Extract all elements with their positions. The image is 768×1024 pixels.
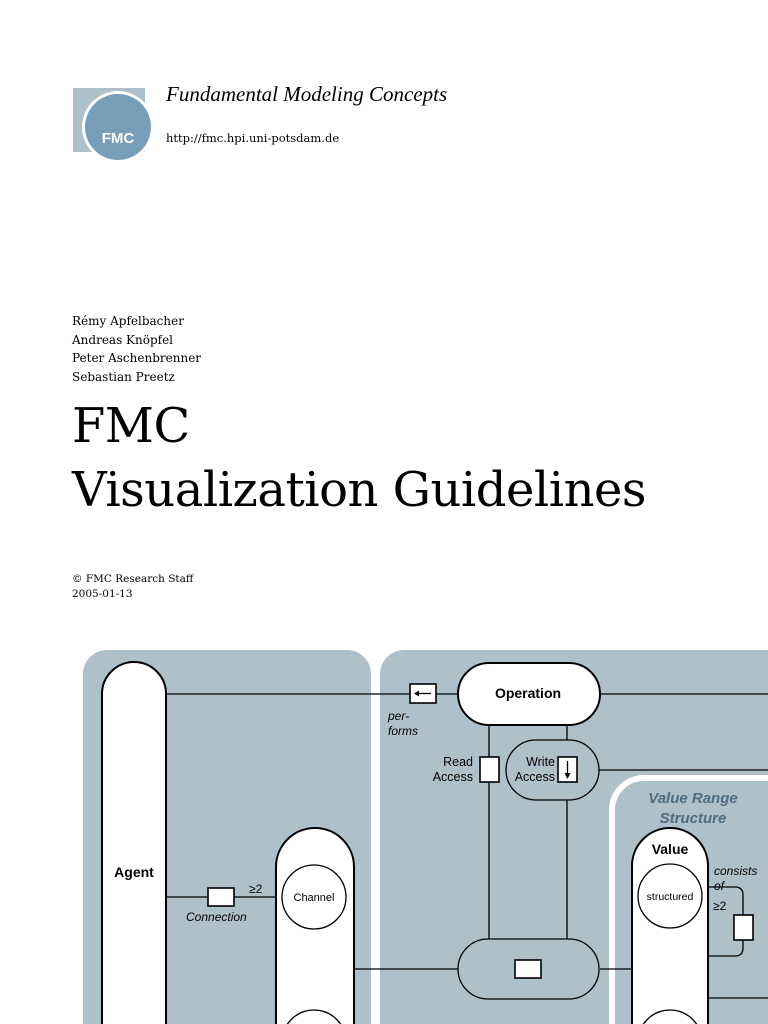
author-name: Peter Aschenbrenner [72, 351, 202, 365]
write-access-label: Access [514, 770, 555, 784]
consists-of-label: consists [714, 864, 758, 878]
title-line-1: FMC [72, 398, 190, 454]
logo-text: FMC [101, 130, 135, 147]
read-access-label: Access [432, 770, 473, 784]
website-url: http://fmc.hpi.uni-potsdam.de [166, 131, 340, 145]
connection-label: Connection [186, 910, 247, 924]
multiplicity-label: ≥2 [713, 899, 727, 913]
connection-box [208, 888, 234, 906]
value-label: Value [651, 841, 689, 857]
performs-label: per- [388, 709, 410, 723]
tagline: Fundamental Modeling Concepts [166, 82, 448, 106]
multiplicity-label: ≥2 [249, 882, 263, 896]
operation-label: Operation [494, 685, 562, 701]
copyright-block [72, 572, 193, 601]
storage-box [515, 960, 541, 978]
agent-node [102, 662, 166, 1024]
fmc-diagram [0, 640, 768, 1024]
author-name: Andreas Knöpfel [72, 332, 174, 347]
structured-label: structured [646, 891, 694, 903]
author-name: Sebastian Preetz [72, 369, 175, 384]
consists-of-box [734, 915, 753, 940]
value-range-title: Structure [659, 810, 727, 827]
publication-date: 2005-01-13 [72, 587, 133, 600]
document-title [72, 394, 646, 522]
copyright-holder: © FMC Research Staff [72, 573, 194, 585]
agent-label: Agent [114, 864, 154, 880]
author-list [72, 312, 201, 386]
value-range-title: Value Range [648, 790, 738, 807]
read-access-box [480, 757, 499, 782]
read-access-label: Read [443, 755, 473, 769]
consists-of-label: of [714, 879, 725, 893]
channel-label: Channel [293, 892, 335, 904]
title-line-2: Visualization Guidelines [72, 462, 647, 518]
author-name: Rémy Apfelbacher [72, 314, 184, 328]
write-access-label: Write [526, 755, 555, 769]
performs-label: forms [388, 724, 418, 738]
fmc-logo [73, 86, 159, 162]
